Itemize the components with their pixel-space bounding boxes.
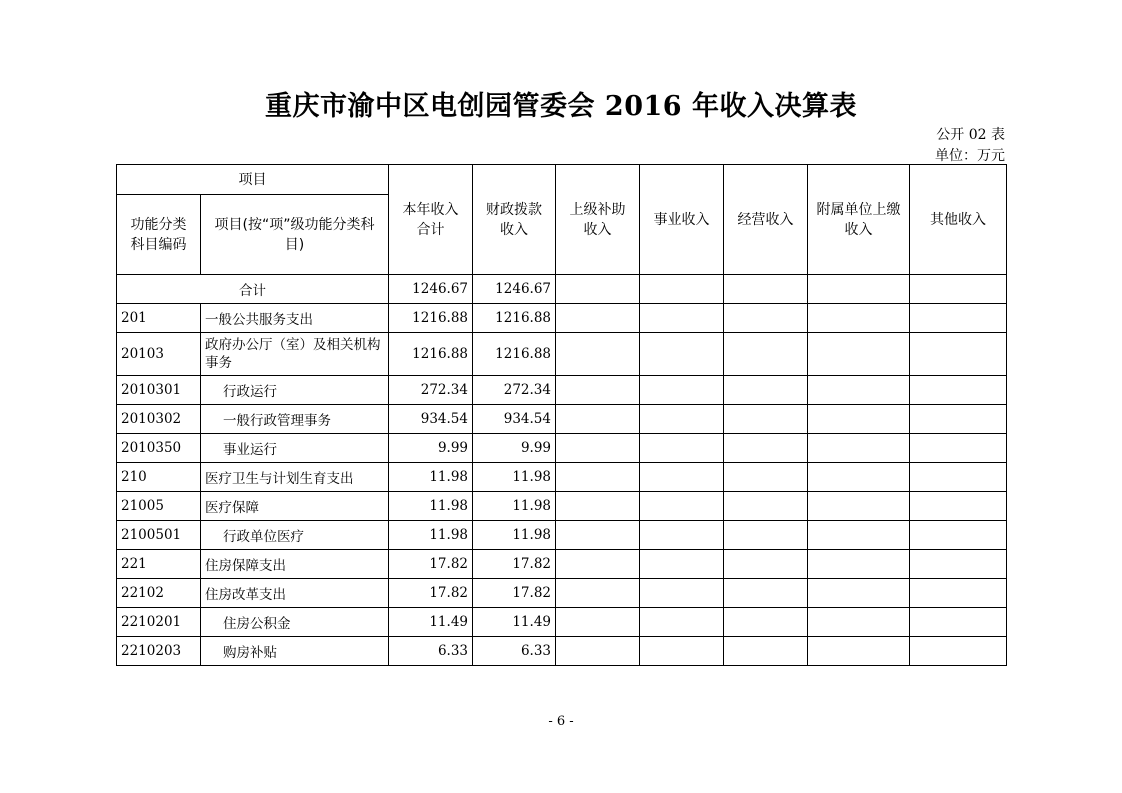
row-fiscal: 9.99 [473, 434, 556, 463]
empty-cell [808, 463, 910, 492]
table-row [117, 521, 1007, 550]
empty-cell [910, 333, 1007, 376]
row-code: 2010301 [117, 376, 201, 405]
empty-cell [724, 434, 808, 463]
table-row [117, 550, 1007, 579]
empty-cell [724, 521, 808, 550]
row-name: 行政运行 [201, 376, 389, 405]
empty-cell [556, 405, 640, 434]
empty-cell [808, 434, 910, 463]
row-name: 购房补贴 [201, 637, 389, 666]
row-name: 医疗卫生与计划生育支出 [201, 463, 389, 492]
header-superior-subsidy-label: 上级补助收入 [569, 201, 626, 238]
table-row [117, 579, 1007, 608]
empty-cell [910, 405, 1007, 434]
empty-cell [724, 304, 808, 333]
table-row [117, 492, 1007, 521]
empty-cell [724, 608, 808, 637]
empty-cell [910, 376, 1007, 405]
empty-cell [640, 463, 724, 492]
row-total: 1216.88 [389, 304, 473, 333]
row-name: 事业运行 [201, 434, 389, 463]
empty-cell [640, 275, 724, 304]
empty-cell [724, 579, 808, 608]
row-fiscal: 11.98 [473, 463, 556, 492]
row-fiscal: 6.33 [473, 637, 556, 666]
unit-label: 单位：万元 [935, 148, 1005, 164]
empty-cell [724, 333, 808, 376]
header-business-income: 事业收入 [640, 165, 724, 275]
row-total: 1216.88 [389, 333, 473, 376]
row-fiscal: 17.82 [473, 579, 556, 608]
empty-cell [640, 579, 724, 608]
header-fiscal-allocation [473, 165, 556, 275]
table-row [117, 333, 1007, 376]
row-total: 17.82 [389, 550, 473, 579]
empty-cell [556, 275, 640, 304]
empty-cell [556, 434, 640, 463]
row-code: 21005 [117, 492, 201, 521]
table-row [117, 376, 1007, 405]
row-total: 17.82 [389, 579, 473, 608]
empty-cell [808, 275, 910, 304]
empty-cell [910, 304, 1007, 333]
row-code: 2010302 [117, 405, 201, 434]
header-code [117, 195, 201, 275]
empty-cell [640, 550, 724, 579]
row-total: 934.54 [389, 405, 473, 434]
empty-cell [724, 275, 808, 304]
empty-cell [808, 405, 910, 434]
header-item-label: 项目(按“项”级功能分类科目) [214, 216, 375, 253]
row-total: 272.34 [389, 376, 473, 405]
total-fiscal-value: 1246.67 [473, 275, 556, 304]
form-code: 公开 02 表 [936, 127, 1005, 143]
empty-cell [808, 579, 910, 608]
document-title: 重庆市渝中区电创园管委会 2016 年收入决算表 [265, 91, 857, 122]
empty-cell [910, 463, 1007, 492]
empty-cell [640, 304, 724, 333]
empty-cell [556, 376, 640, 405]
row-fiscal: 11.49 [473, 608, 556, 637]
row-code: 20103 [117, 333, 201, 376]
row-name: 住房保障支出 [201, 550, 389, 579]
empty-cell [910, 434, 1007, 463]
row-code: 2100501 [117, 521, 201, 550]
row-code: 22102 [117, 579, 201, 608]
header-superior-subsidy [556, 165, 640, 275]
row-name: 一般行政管理事务 [201, 405, 389, 434]
empty-cell [556, 550, 640, 579]
header-operating-income: 经营收入 [724, 165, 808, 275]
empty-cell [910, 637, 1007, 666]
row-total: 9.99 [389, 434, 473, 463]
empty-cell [640, 492, 724, 521]
table-row [117, 405, 1007, 434]
empty-cell [640, 637, 724, 666]
row-name: 住房改革支出 [201, 579, 389, 608]
row-name: 医疗保障 [201, 492, 389, 521]
empty-cell [640, 333, 724, 376]
empty-cell [640, 608, 724, 637]
header-total-income-label: 本年收入合计 [402, 201, 459, 238]
empty-cell [556, 637, 640, 666]
total-row [117, 275, 1007, 304]
empty-cell [556, 521, 640, 550]
empty-cell [808, 376, 910, 405]
empty-cell [808, 637, 910, 666]
row-code: 2210203 [117, 637, 201, 666]
empty-cell [724, 376, 808, 405]
header-code-label: 功能分类科目编码 [130, 216, 187, 253]
table-row [117, 304, 1007, 333]
empty-cell [556, 304, 640, 333]
row-code: 2010350 [117, 434, 201, 463]
row-fiscal: 1216.88 [473, 333, 556, 376]
header-total-income [389, 165, 473, 275]
row-total: 6.33 [389, 637, 473, 666]
total-label: 合计 [117, 275, 389, 304]
empty-cell [640, 405, 724, 434]
table-row [117, 434, 1007, 463]
row-code: 201 [117, 304, 201, 333]
empty-cell [724, 463, 808, 492]
row-total: 11.49 [389, 608, 473, 637]
header-fiscal-allocation-label: 财政拨款收入 [486, 201, 542, 238]
header-affiliated-payment [808, 165, 910, 275]
row-name: 一般公共服务支出 [201, 304, 389, 333]
row-total: 11.98 [389, 521, 473, 550]
row-code: 221 [117, 550, 201, 579]
table-row [117, 637, 1007, 666]
row-fiscal: 17.82 [473, 550, 556, 579]
row-fiscal: 11.98 [473, 521, 556, 550]
header-project-group: 项目 [117, 165, 389, 195]
empty-cell [724, 637, 808, 666]
header-affiliated-payment-label: 附属单位上缴收入 [816, 201, 901, 238]
empty-cell [808, 608, 910, 637]
row-name: 住房公积金 [201, 608, 389, 637]
header-other-income: 其他收入 [910, 165, 1007, 275]
row-code: 210 [117, 463, 201, 492]
empty-cell [556, 463, 640, 492]
row-code: 2210201 [117, 608, 201, 637]
row-fiscal: 1216.88 [473, 304, 556, 333]
row-total: 11.98 [389, 492, 473, 521]
page-number: - 6 - [548, 714, 574, 729]
empty-cell [808, 304, 910, 333]
empty-cell [910, 608, 1007, 637]
empty-cell [808, 492, 910, 521]
empty-cell [724, 405, 808, 434]
table-row [117, 608, 1007, 637]
empty-cell [910, 550, 1007, 579]
empty-cell [910, 521, 1007, 550]
empty-cell [724, 492, 808, 521]
empty-cell [640, 434, 724, 463]
empty-cell [808, 333, 910, 376]
empty-cell [724, 550, 808, 579]
table-row [117, 463, 1007, 492]
row-fiscal: 934.54 [473, 405, 556, 434]
row-fiscal: 11.98 [473, 492, 556, 521]
empty-cell [556, 579, 640, 608]
empty-cell [910, 275, 1007, 304]
empty-cell [808, 550, 910, 579]
header-item [201, 195, 389, 275]
row-name: 行政单位医疗 [201, 521, 389, 550]
row-fiscal: 272.34 [473, 376, 556, 405]
income-table [116, 164, 1007, 666]
empty-cell [556, 492, 640, 521]
total-income-value: 1246.67 [389, 275, 473, 304]
empty-cell [910, 579, 1007, 608]
row-name: 政府办公厅（室）及相关机构事务 [201, 333, 389, 376]
empty-cell [556, 333, 640, 376]
row-total: 11.98 [389, 463, 473, 492]
empty-cell [640, 376, 724, 405]
empty-cell [640, 521, 724, 550]
empty-cell [910, 492, 1007, 521]
empty-cell [556, 608, 640, 637]
empty-cell [808, 521, 910, 550]
